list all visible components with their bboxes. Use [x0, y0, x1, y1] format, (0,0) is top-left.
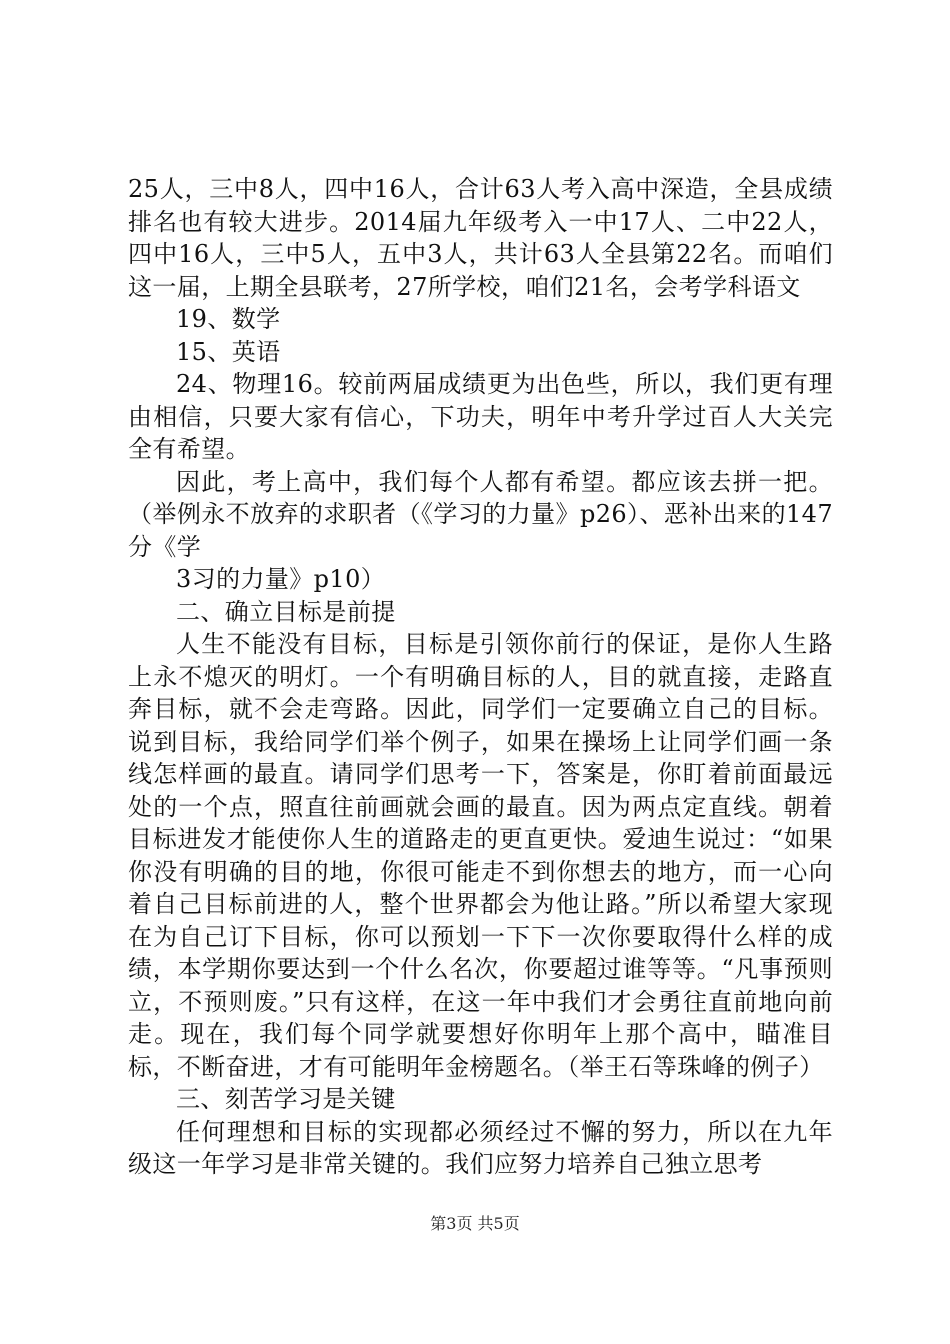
- paragraph-math-rank: 19、数学: [176, 305, 281, 333]
- paragraph-hope: 因此，考上高中，我们每个人都有希望。都应该去拼一把。（举例永不放弃的求职者（《学习的力量》p26）、恶补出来的147分《学: [128, 467, 833, 561]
- paragraph-study: 任何理想和目标的实现都必须经过不懈的努力，所以在九年级这一年学习是非常关键的。我们应努力培养自己独立思考: [128, 1117, 833, 1178]
- page-number-footer: 第3页 共5页: [430, 1214, 520, 1233]
- paragraph-english-rank: 15、英语: [176, 337, 281, 366]
- paragraph-physics-rank: 24、物理16。较前两届成绩更为出色些，所以，我们更有理由相信，只要大家有信心，下功夫，明年中考升学过百人大关完全有希望。: [128, 370, 833, 463]
- paragraph-reference: 3习的力量》p10）: [176, 565, 386, 593]
- paragraph-goals: 人生不能没有目标，目标是引领你前行的保证，是你人生路上永不熄灭的明灯。一个有明确目标的人，目的就直接，走路直奔目标，就不会走弯路。因此，同学们一定要确立自己的目标。说到目标，我给同学们举个例子，如果在操场上让同学们画一条线怎样画的最直。请同学们思考一下，答案是，你盯着前面最远处的一个点，照直往前画就会画的最直。因为两点定直线。朝着目标进发才能使你人生的道路走的更直更快。爱迪生说过：“如果你没有明确的目的地，你很可能走不到你想去的地方，而一心向着自己目标前进的人，整个世界都会为他让路。”所以希望大家现在为自己订下目标，你可以预划一下下一次你要取得什么样的成绩，本学期你要达到一个什么名次，你要超过谁等等。“凡事预则立，不预则废。”只有这样，在这一年中我们才会勇往直前地向前走。现在，我们每个同学就要想好你明年上那个高中，瞄准目标，不断奋进，才有可能明年金榜题名。（举王石等珠峰的例子）: [128, 630, 833, 1081]
- section-heading-goals: 二、确立目标是前提: [176, 597, 396, 626]
- document-body: [128, 173, 833, 1181]
- section-heading-study: 三、刻苦学习是关键: [176, 1085, 396, 1113]
- paragraph-enrollment-stats: 25人，三中8人，四中16人，合计63人考入高中深造，全县成绩排名也有较大进步。2014届九年级考入一中17人、二中22人，四中16人，三中5人，五中3人，共计63人全县第22名。而咱们这一届，上期全县联考，27所学校，咱们21名，会考学科语文: [128, 175, 833, 301]
